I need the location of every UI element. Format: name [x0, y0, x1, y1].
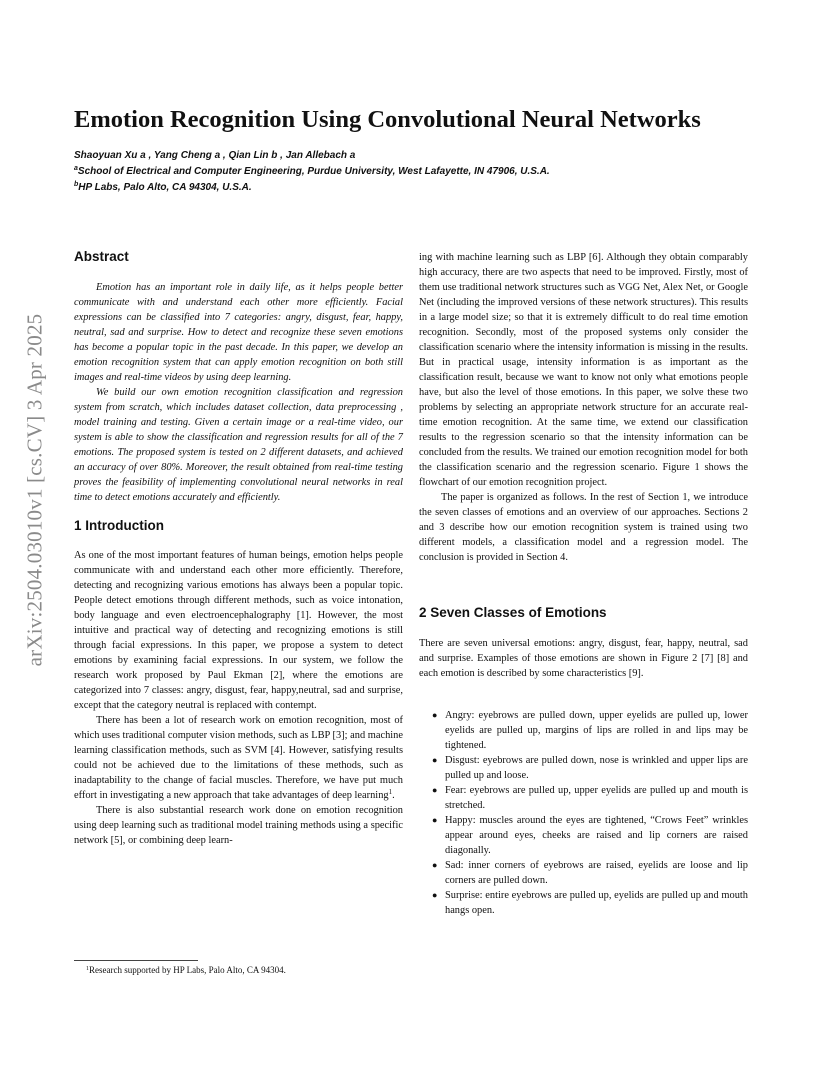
list-item [419, 858, 748, 888]
bullet-icon: ● [432, 860, 438, 870]
list-item-text: Disgust: eyebrows are pulled down, nose is wrinkled and upper lips are pulled up and loose. [445, 755, 748, 781]
footnote-text: Research supported by HP Labs, Palo Alto, CA 94304. [89, 965, 286, 975]
left-column [74, 248, 403, 848]
list-item-text: Surprise: entire eyebrows are pulled up, eyelids are pulled up and mouth hangs open. [445, 890, 748, 916]
emotion-list [419, 708, 748, 918]
list-item [419, 813, 748, 858]
arxiv-stamp-text: arXiv:2504.03010v1 [cs.CV] 3 Apr 2025 [22, 313, 47, 667]
author-names: Shaoyuan Xu a , Yang Cheng a , Qian Lin b , Jan Allebach a [74, 150, 356, 161]
bullet-icon: ● [432, 815, 438, 825]
intro-paragraph-2-text: There has been a lot of research work on emotion recognition, most of which uses traditional computer vision methods, such as LBP [3]; and machine learning classification methods, such as SVM [4]. However, satisfying results could not be achieved due to the limitations of these methods, such as inadaptability to the change of facial muscles. Therefore, we have put much effort in investigating a new approach that take advantages of deep learning [74, 715, 403, 801]
intro-paragraph-3: There is also substantial research work done on emotion recognition using deep learning such as traditional model training methods using a specific network [5], or combining deep learn- [74, 805, 403, 846]
bullet-icon: ● [432, 710, 438, 720]
intro-paragraph-2 [74, 713, 403, 803]
affiliation-b-text: HP Labs, Palo Alto, CA 94304, U.S.A. [78, 182, 252, 193]
affiliation-b-mark: b [74, 181, 79, 188]
introduction-heading: 1 Introduction [74, 518, 164, 533]
footnote-divider [74, 960, 198, 961]
affiliation-a-mark: a [74, 165, 78, 172]
footnote-reference: 1 [388, 788, 393, 796]
intro-paragraph-2-end: . [392, 790, 395, 801]
arxiv-stamp [20, 290, 50, 690]
list-item-text: Happy: muscles around the eyes are tightened, “Crows Feet” wrinkles appear around eyes, cheeks are raised and lip corners are raised diagonally. [445, 815, 748, 856]
bullet-icon: ● [432, 785, 438, 795]
list-item-text: Sad: inner corners of eyebrows are raised, eyelids are loose and lip corners are pulled down. [445, 860, 748, 886]
right-paragraph-2: The paper is organized as follows. In the rest of Section 1, we introduce the seven classes of emotions and an overview of our approaches. Sections 2 and 3 describe how our emotion recognition system is trained using two different models, a classification model and a regression model. The conclusion is provided in Section 4. [419, 492, 748, 563]
seven-classes-heading: 2 Seven Classes of Emotions [419, 605, 607, 620]
list-item [419, 708, 748, 753]
abstract-paragraph-2: We build our own emotion recognition classification and regression system from scratch, which includes dataset collection, data preprocessing , model training and testing. Given a certain image or a real-time video, our system is able to show the classification and regression results for all of the 7 emotions. The proposed system is tested on 2 different datasets, and achieved an accuracy of over 80%. Moreover, the result obtained from real-time testing proves the feasibility of implementing convolutional neural networks in real time to detect emotions accurately and efficiently. [74, 387, 403, 503]
bullet-icon: ● [432, 890, 438, 900]
list-item-text: Angry: eyebrows are pulled down, upper eyelids are pulled up, lower eyelids are pulled up, margins of lips are rolled in and lips may be tightened. [445, 710, 748, 751]
abstract-paragraph-1: Emotion has an important role in daily life, as it helps people better communicate with and understand each other more efficiently. Facial expressions can be classified into 7 categories: angry, disgust, fear, happy, neutral, sad and surprise. How to detect and recognize these seven emotions has become a popular topic in the past decade. In this paper, we develop an emotion recognition system that can apply emotion recognition on both still images and real-time videos by using deep learning. [74, 282, 403, 383]
author-block [74, 148, 764, 196]
list-item [419, 888, 748, 918]
seven-classes-paragraph: There are seven universal emotions: angry, disgust, fear, happy, neutral, sad and surprise. Examples of those emotions are shown in Figure 2 [7] [8] and each emotion is described by some characteristics [9]. [419, 638, 748, 679]
right-column [419, 250, 748, 918]
list-item [419, 753, 748, 783]
list-item [419, 783, 748, 813]
footnote-mark: 1 [86, 966, 89, 972]
right-paragraph-1: ing with machine learning such as LBP [6]. Although they obtain comparably high accuracy, there are two aspects that need to be improved. Firstly, most of them use traditional network structures such as VGG Net, Alex Net, or Google Net (including the improved versions of these network structures). This results in a large model size; so that it is extremely difficult to do real time emotion recognition. Secondly, most of the proposed systems only consider the classification scenario where the intensity information is missing in the results. But in practical usage, intensity information is as important as the classification result, because we want to know not only what emotions people have, but also the level of those emotions. In this paper, we solve these two problems by selecting an appropriate network structure for an accurate real-time emotion recognition. At the same time, we extend our classification results to the regression scenario so that the intensity information can be concluded from the results. We trained our emotion recognition model for both the classification scenario and the regression scenario. Figure 1 shows the flowchart of our emotion recognition project. [419, 252, 748, 488]
abstract-heading: Abstract [74, 249, 129, 264]
affiliation-a [74, 164, 764, 180]
affiliation-a-text: School of Electrical and Computer Engineering, Purdue University, West Lafayette, IN 47906, U.S.A. [77, 166, 550, 177]
footnote [86, 964, 286, 976]
list-item-text: Fear: eyebrows are pulled up, upper eyelids are pulled up and mouth is stretched. [445, 785, 748, 811]
affiliation-b [74, 180, 764, 196]
bullet-icon: ● [432, 755, 438, 765]
intro-paragraph-1: As one of the most important features of human beings, emotion helps people communicate with and understand each other more efficiently. Therefore, detecting and recognizing various emotions has always been a popular topic. People detect emotions through different methods, such as voice intonation, body language and even electroencephalography [1]. However, the most intuitive and practical way of detecting and recognizing emotions is still through facial expressions. In this paper, we propose a system to detect emotions by examining facial expressions. In our system, we follow the research work proposed by Paul Ekman [2], where the emotions are categorized into 7 classes: angry, disgust, fear, happy,neutral, sad and surprise, except that the category neutral is replaced with contempt. [74, 550, 403, 711]
paper-title: Emotion Recognition Using Convolutional Neural Networks [74, 106, 701, 133]
